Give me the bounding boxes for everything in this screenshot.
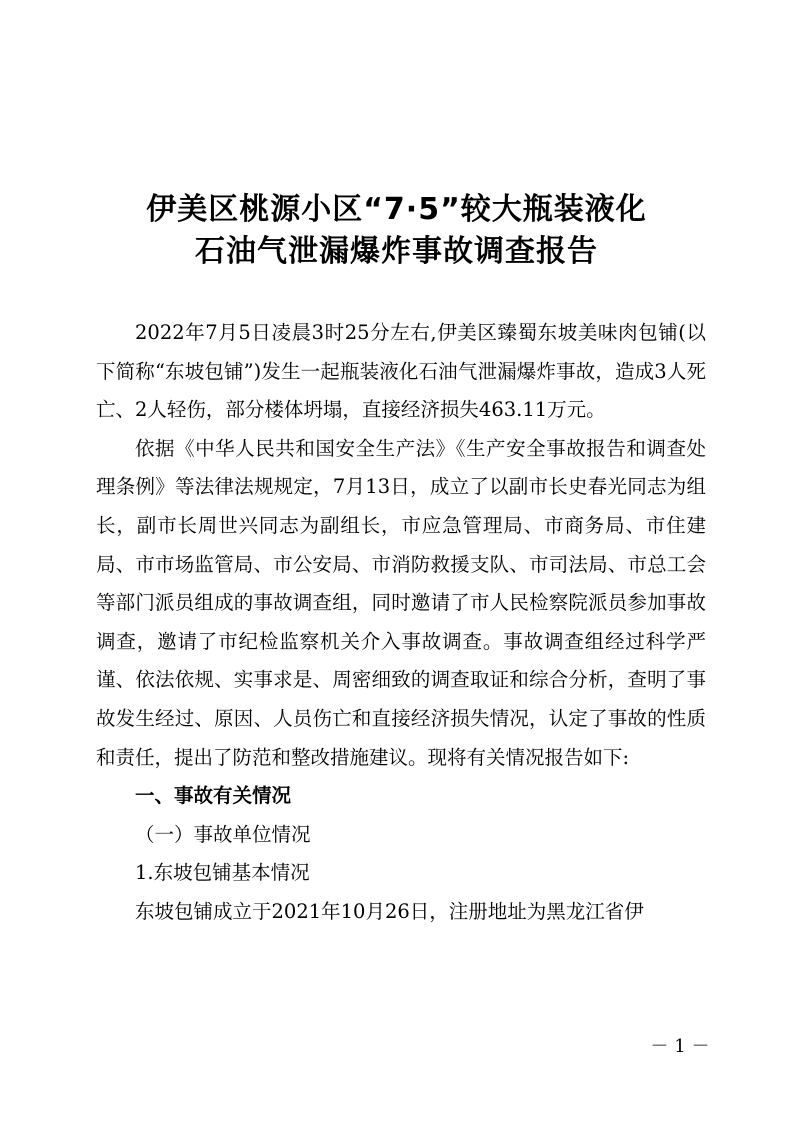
item-heading: 1.东坡包铺基本情况 — [135, 861, 310, 885]
subsection-heading: （一）事故单位情况 — [135, 822, 311, 846]
section-heading: 一、事故有关情况 — [135, 784, 292, 808]
company-paragraph: 东坡包铺成立于2021年10月26日，注册地址为黑龙江省伊 — [135, 899, 644, 923]
basis-paragraph: 依据《中华人民共和国安全生产法》《生产安全事故报告和调查处理条例》等法律法规规定，7月13日，成立了以副市长史春光同志为组长，副市长周世兴同志为副组长，市应急管理局、市商务局、市住建局、市市场监管局、市公安局、市消防救援支队、市司法局、市总工会等部门派员组成的事故调查组，同时邀请了市人民检察院派员参加事故调查，邀请了市纪检监察机关介入事故调查。事故调查组经过科学严谨、依法依规、实事求是、周密细致的调查取证和综合分析，查明了事故发生经过、原因、人员伤亡和直接经济损失情况，认定了事故的性质和责任，提出了防范和整改措施建议。现将有关情况报告如下: — [96, 436, 706, 769]
document-title-line-2: 石油气泄漏爆炸事故调查报告 — [195, 234, 598, 269]
document-title-line-1: 伊美区桃源小区“7·5”较大瓶装液化 — [146, 192, 647, 227]
document-body — [96, 314, 706, 932]
intro-paragraph: 2022年7月5日凌晨3时25分左右,伊美区臻蜀东坡美味肉包铺(以下简称“东坡包铺”)发生一起瓶装液化石油气泄漏爆炸事故，造成3人死亡、2人轻伤，部分楼体坍塌，直接经济损失463.11万元。 — [96, 321, 706, 422]
page-number: － 1 － — [650, 1036, 710, 1057]
